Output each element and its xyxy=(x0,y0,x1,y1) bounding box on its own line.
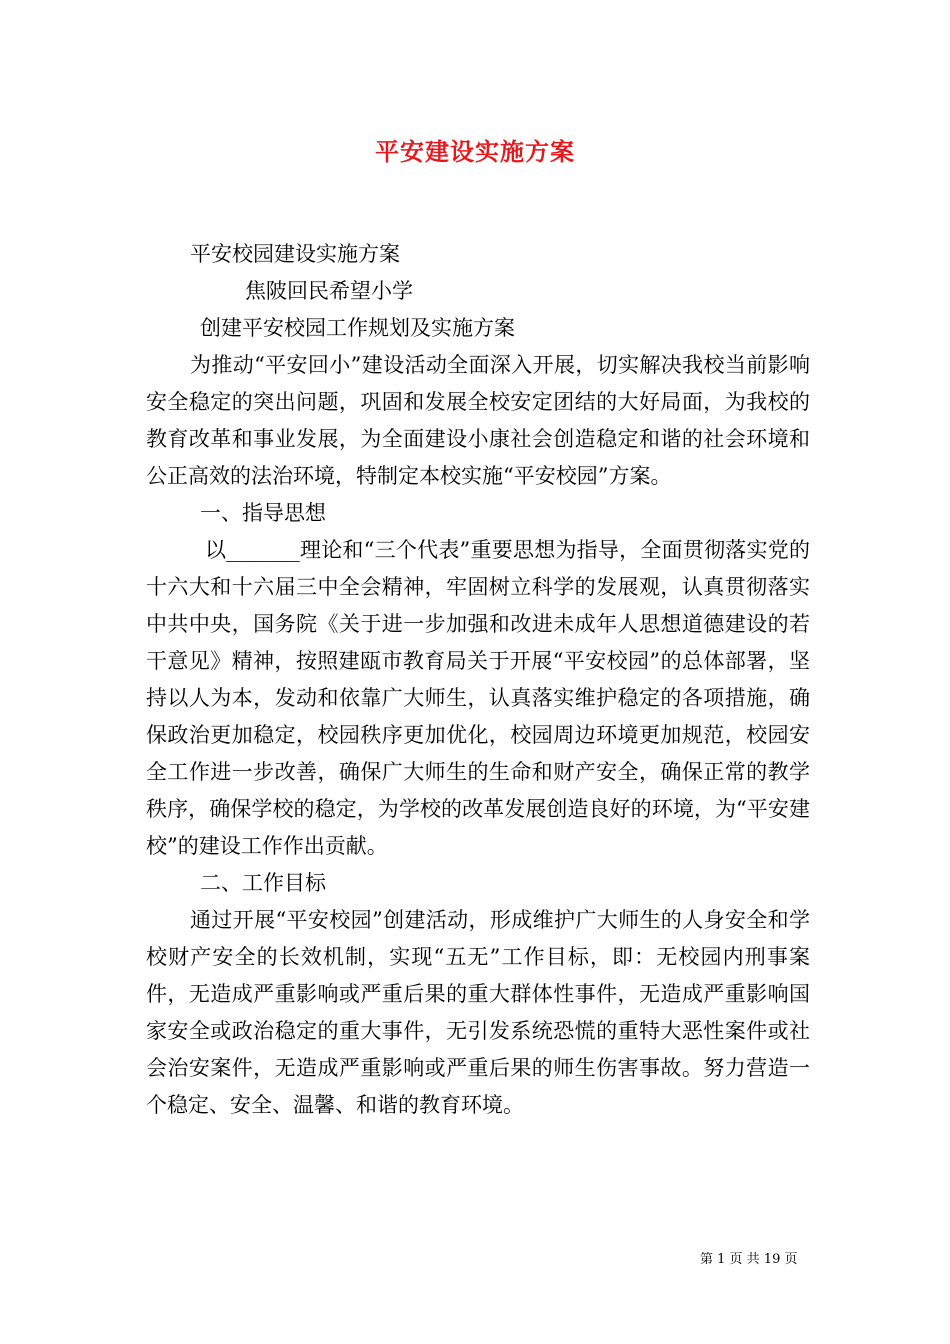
section1-prefix: 以 xyxy=(205,538,227,562)
section2-paragraph: 通过开展“平安校园”创建活动，形成维护广大师生的人身安全和学校财产安全的长效机制，实现“五无”工作目标，即：无校园内刑事案件，无造成严重影响或严重后果的重大群体性事件，无造成严重影响国家安全或政治稳定的重大事件，无引发系统恐慌的重特大恶性案件或社会治安案件，无造成严重影响或严重后果的师生伤害事故。努力营造一个稳定、安全、温馨、和谐的教育环境。 xyxy=(146,908,810,1117)
section1-paragraph xyxy=(146,532,810,865)
plan-subtitle: 创建平安校园工作规划及实施方案 xyxy=(200,316,515,340)
document-body xyxy=(146,236,810,1124)
section1-text: 理论和“三个代表”重要思想为指导，全面贯彻落实党的十六大和十六届三中全会精神，牢固树立科学的发展观，认真贯彻落实中共中央，国务院《关于进一步加强和改进未成年人思想道德建设的若干意见》精神，按照建瓯市教育局关于开展“平安校园”的总体部署，坚持以人为本，发动和依靠广大师生，认真落实维护稳定的各项措施，确保政治更加稳定，校园秩序更加优化，校园周边环境更加规范，校园安全工作进一步改善，确保广大师生的生命和财产安全，确保正常的教学秩序，确保学校的稳定，为学校的改革发展创造良好的环境，为“平安建校”的建设工作作出贡献。 xyxy=(146,538,810,858)
section1-blank: _______ xyxy=(226,538,300,562)
section2-heading: 二、工作目标 xyxy=(200,871,326,895)
section1-heading: 一、指导思想 xyxy=(200,501,326,525)
document-title: 平安建设实施方案 xyxy=(375,137,575,166)
school-name: 焦陂回民希望小学 xyxy=(245,279,413,303)
page-footer: 第 1 页 共 19 页 xyxy=(700,1252,798,1267)
intro-paragraph: 为推动“平安回小”建设活动全面深入开展，切实解决我校当前影响安全稳定的突出问题，巩固和发展全校安定团结的大好局面，为我校的教育改革和事业发展，为全面建设小康社会创造稳定和谐的社会环境和公正高效的法治环境，特制定本校实施“平安校园”方案。 xyxy=(146,353,810,488)
heading-campus-plan: 平安校园建设实施方案 xyxy=(190,242,400,266)
